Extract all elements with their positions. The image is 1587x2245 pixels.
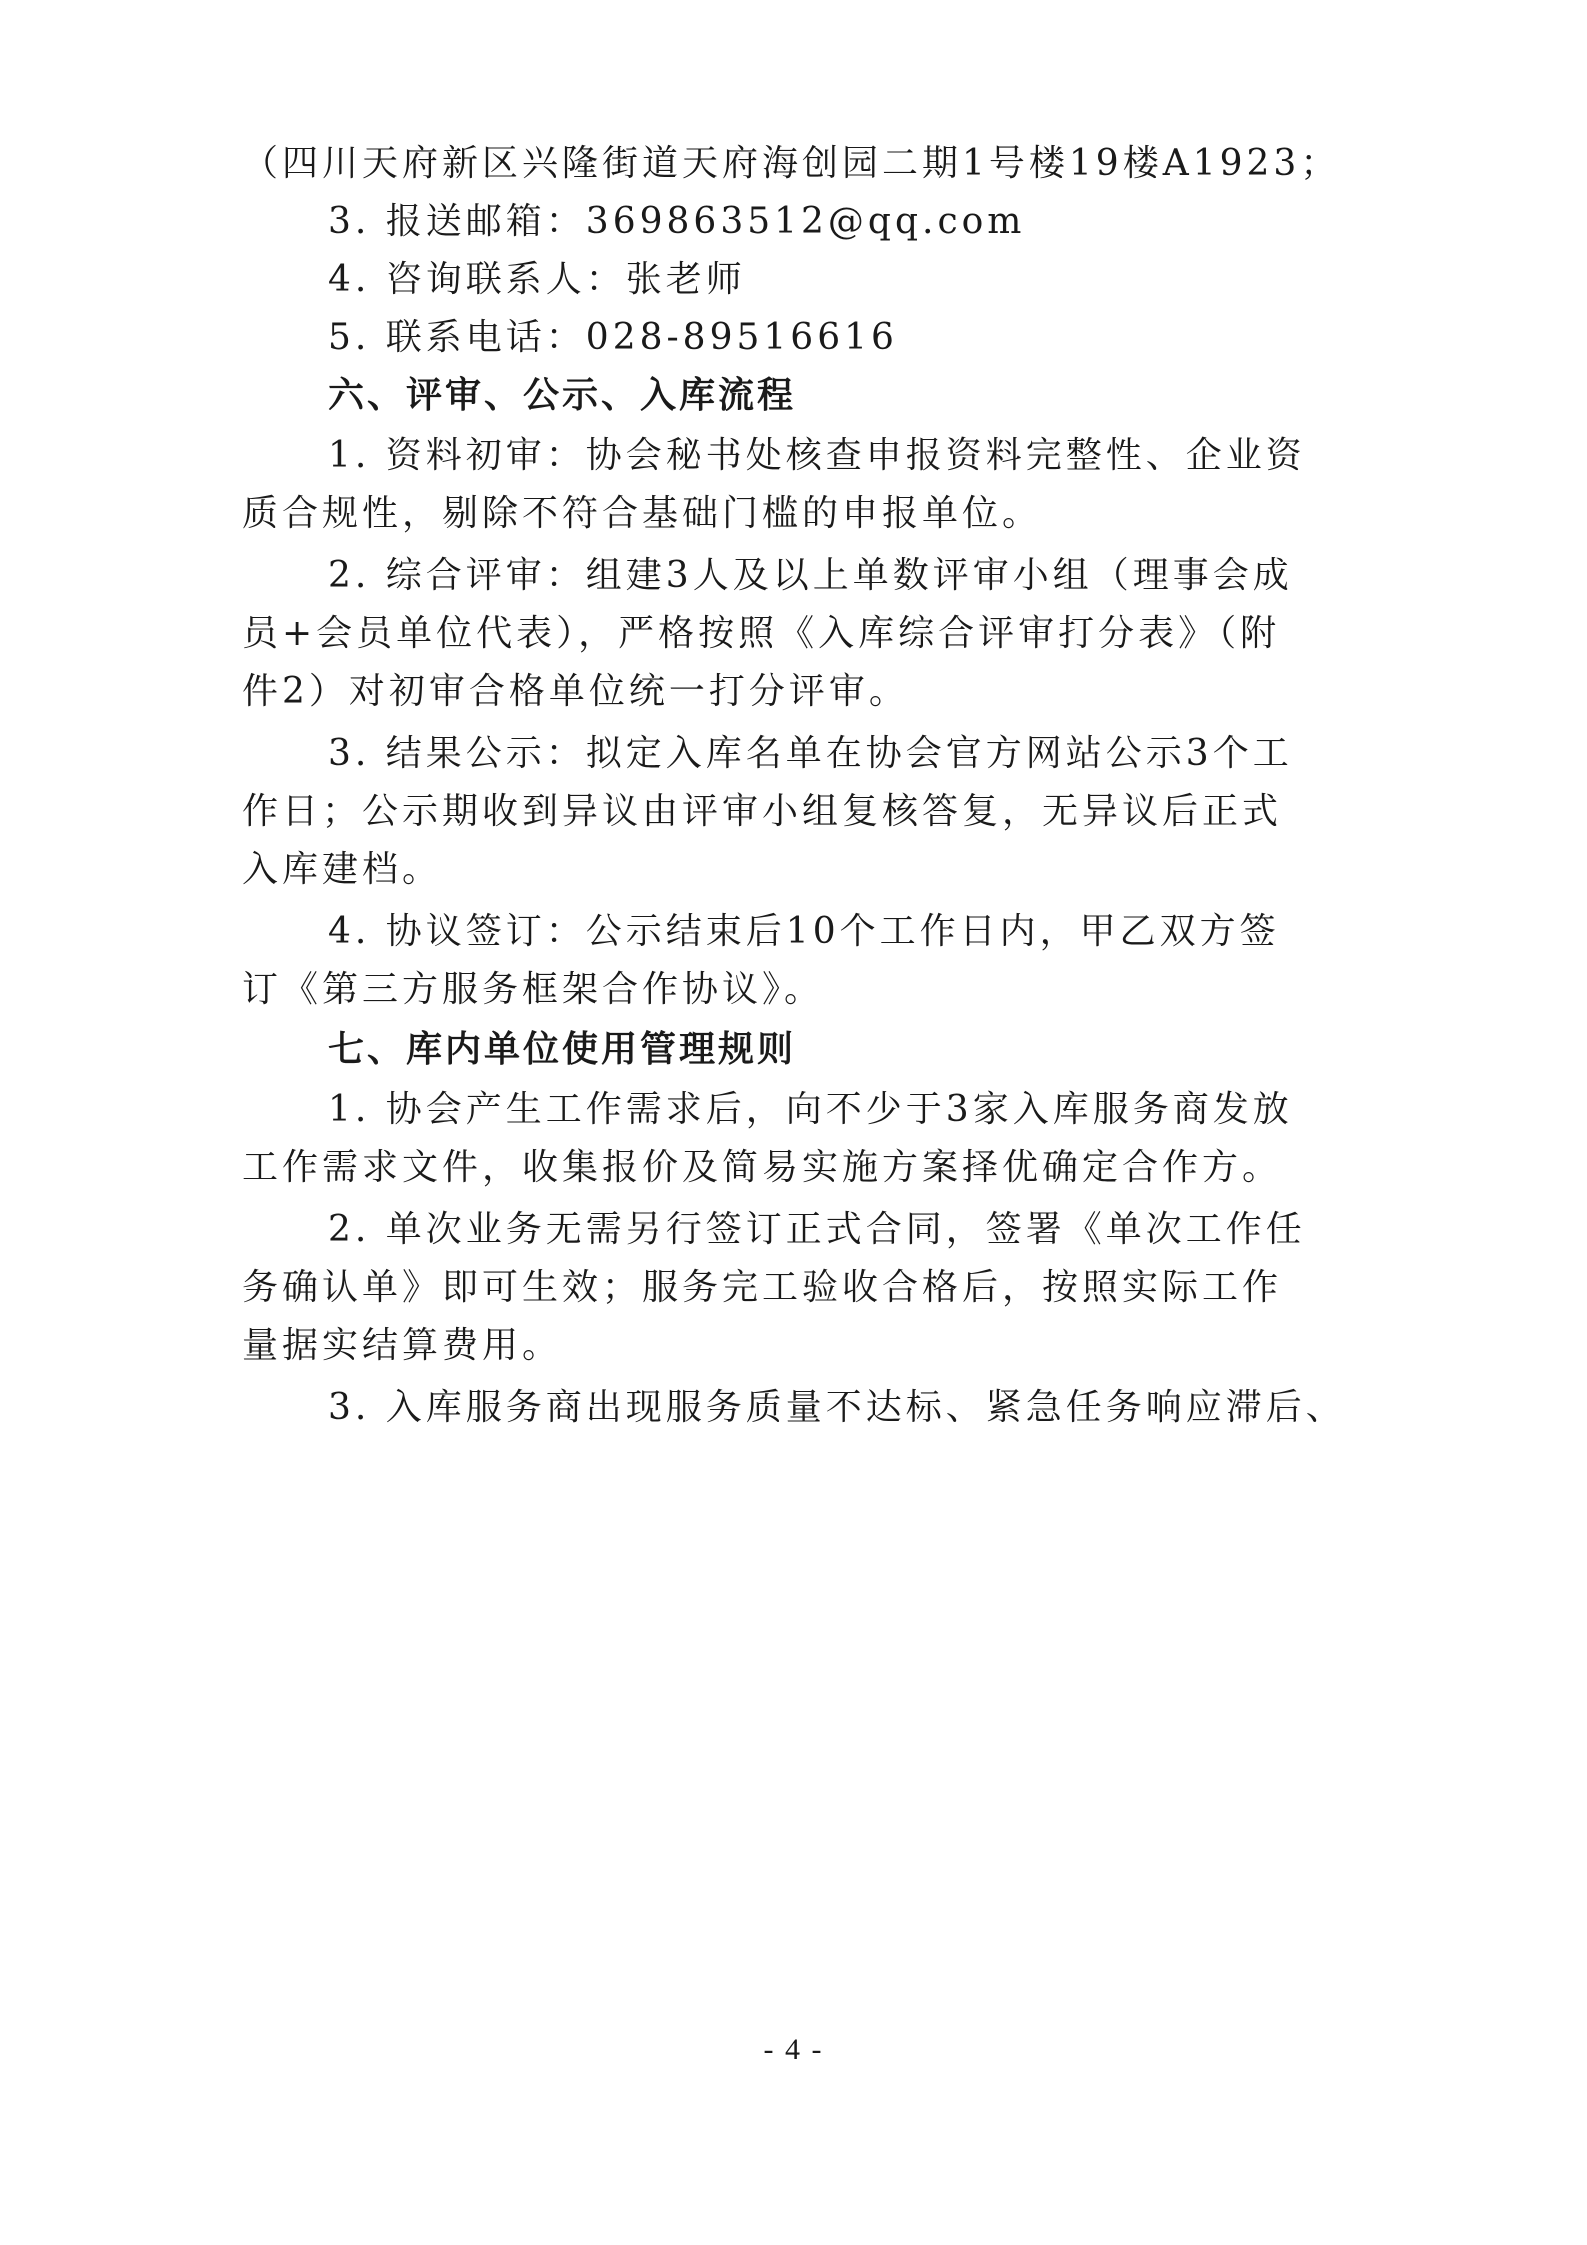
section-heading-review-process: 六、评审、公示、入库流程 (328, 375, 797, 416)
paragraph-line: 订《第三方服务框架合作协议》。 (242, 969, 825, 1010)
address-line: （四川天府新区兴隆街道天府海创园二期1号楼19楼A1923； (242, 143, 1341, 184)
paragraph-line: 3. 入库服务商出现服务质量不达标、紧急任务响应滞后、 (328, 1387, 1346, 1428)
paragraph-line: 务确认单》即可生效；服务完工验收合格后，按照实际工作 (242, 1267, 1283, 1308)
paragraph-line: 2. 单次业务无需另行签订正式合同，签署《单次工作任 (328, 1209, 1306, 1250)
paragraph-line: 质合规性，剔除不符合基础门槛的申报单位。 (242, 493, 1043, 534)
paragraph-line: 工作需求文件，收集报价及简易实施方案择优确定合作方。 (242, 1147, 1283, 1188)
paragraph-line: 4. 协议签订：公示结束后10个工作日内，甲乙双方签 (328, 911, 1280, 952)
paragraph-line: 量据实结算费用。 (242, 1325, 563, 1366)
paragraph-line: 件2）对初审合格单位统一打分评审。 (242, 671, 909, 712)
page-number: - 4 - (763, 2033, 824, 2066)
paragraph-line: 3. 结果公示：拟定入库名单在协会官方网站公示3个工 (328, 733, 1293, 774)
paragraph-line: 1. 资料初审：协会秘书处核查申报资料完整性、企业资 (328, 435, 1306, 476)
paragraph-line: 1. 协会产生工作需求后，向不少于3家入库服务商发放 (328, 1089, 1293, 1130)
paragraph-line: 作日；公示期收到异议由评审小组复核答复，无异议后正式 (242, 791, 1283, 832)
email-line: 3. 报送邮箱：369863512@qq.com (328, 201, 1026, 242)
paragraph-line: 入库建档。 (242, 849, 443, 890)
paragraph-line: 员+会员单位代表），严格按照《入库综合评审打分表》（附 (242, 613, 1281, 654)
paragraph-line: 2. 综合评审：组建3人及以上单数评审小组（理事会成 (328, 555, 1293, 596)
section-heading-usage-rules: 七、库内单位使用管理规则 (328, 1029, 797, 1070)
phone-line: 5. 联系电话：028-89516616 (328, 317, 898, 358)
contact-person-line: 4. 咨询联系人：张老师 (328, 259, 746, 300)
